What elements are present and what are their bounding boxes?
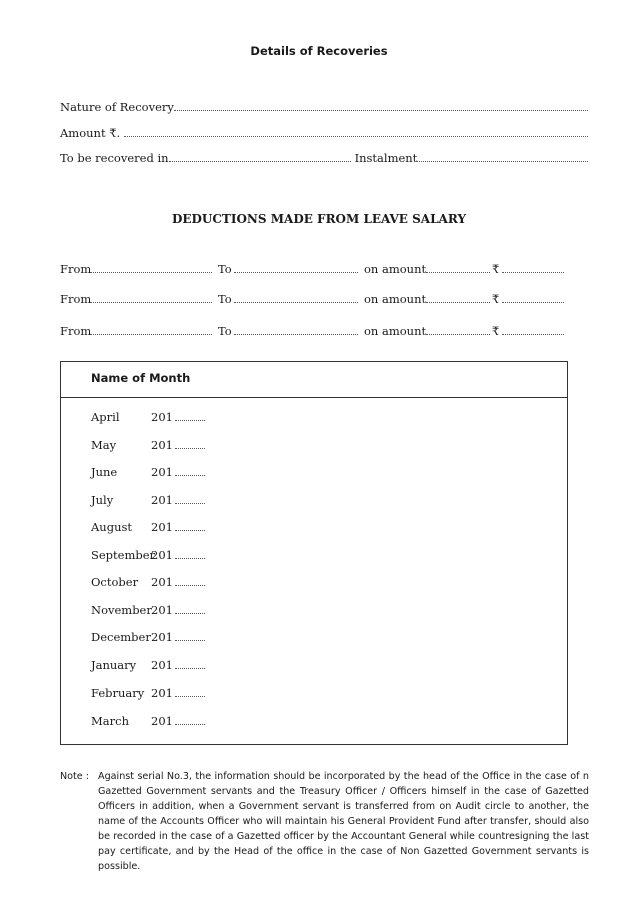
month-row [91,518,291,534]
note-text: Against serial No.3, the information should be incorporated by the head of the Office in the case of n Gazetted Government servants and the Treasury Officer / Officers himself in the case of Gazetted Officers in addition, when a Government servant is transferred from on Audit circle to another, the name of the Accounts Officer who will maintain his General Provident Fund after transfer, should also be recorded in the case of a Gazetted officer by the Accountant General while countresigning the last pay certificate, and by the Head of the office in the case of Non Gazetted Government servants is possible. [98,771,589,872]
recovered-in-field[interactable] [169,161,351,162]
amount-field[interactable] [426,272,490,273]
month-name: May [91,438,117,452]
month-name: September [91,548,156,562]
on-amount-label: on amount [364,262,427,276]
rupee-field[interactable] [502,272,564,273]
month-year: 201 [151,548,173,562]
month-year: 201 [151,686,173,700]
recovered-in-label: To be recovered in [60,151,169,165]
month-name: August [91,520,133,534]
year-field[interactable] [175,448,205,449]
month-year: 201 [151,658,173,672]
amount-label: Amount ₹. [60,126,121,140]
year-field[interactable] [175,420,205,421]
month-name: December [91,630,151,644]
year-field[interactable] [175,475,205,476]
month-year: 201 [151,575,173,589]
deduction-row [60,260,570,276]
month-row [91,712,291,728]
month-row [91,684,291,700]
recovered-in-row [60,151,588,165]
month-year: 201 [151,410,173,424]
amount-field[interactable] [426,302,490,303]
nature-of-recovery-row [60,100,588,114]
month-year: 201 [151,630,173,644]
rupee-icon: ₹ [492,324,500,338]
month-name: July [91,493,114,507]
month-year: 201 [151,714,173,728]
month-year: 201 [151,603,173,617]
month-name: October [91,575,139,589]
from-field[interactable] [90,334,212,335]
from-field[interactable] [90,272,212,273]
month-row [91,436,291,452]
to-field[interactable] [234,334,358,335]
month-row [91,573,291,589]
month-year: 201 [151,465,173,479]
month-year: 201 [151,493,173,507]
year-field[interactable] [175,668,205,669]
rupee-field[interactable] [502,334,564,335]
year-field[interactable] [175,724,205,725]
month-row [91,463,291,479]
year-field[interactable] [175,503,205,504]
amount-field[interactable] [426,334,490,335]
month-table [60,361,568,745]
month-row [91,546,291,562]
year-field[interactable] [175,585,205,586]
nature-of-recovery-label: Nature of Recovery [60,100,174,114]
amount-field[interactable] [124,136,588,137]
to-label: To [218,292,232,306]
deductions-heading: DEDUCTIONS MADE FROM LEAVE SALARY [171,212,467,226]
from-label: From [60,324,92,338]
to-label: To [218,262,232,276]
rupee-icon: ₹ [492,262,500,276]
month-name: February [91,686,145,700]
deduction-row [60,322,570,338]
month-row [91,408,291,424]
note-label: Note : [60,771,89,782]
month-name: June [91,465,118,479]
month-row [91,628,291,644]
month-year: 201 [151,438,173,452]
from-field[interactable] [90,302,212,303]
year-field[interactable] [175,530,205,531]
deduction-row [60,290,570,306]
nature-of-recovery-field[interactable] [174,110,588,111]
to-field[interactable] [234,302,358,303]
year-field[interactable] [175,613,205,614]
year-field[interactable] [175,558,205,559]
to-label: To [218,324,232,338]
month-year: 201 [151,520,173,534]
year-field[interactable] [175,696,205,697]
rupee-field[interactable] [502,302,564,303]
year-field[interactable] [175,640,205,641]
month-row [91,601,291,617]
from-label: From [60,262,92,276]
instalment-label: Instalment [354,151,418,165]
month-name: March [91,714,129,728]
month-row [91,491,291,507]
month-name: April [91,410,120,424]
on-amount-label: on amount [364,324,427,338]
from-label: From [60,292,92,306]
on-amount-label: on amount [364,292,427,306]
table-divider [61,397,567,398]
instalment-field[interactable] [417,161,588,162]
month-row [91,656,291,672]
table-header: Name of Month [91,371,191,385]
page-title: Details of Recoveries [250,44,388,58]
month-name: November [91,603,152,617]
to-field[interactable] [234,272,358,273]
amount-row [60,126,588,140]
rupee-icon: ₹ [492,292,500,306]
month-name: January [91,658,137,672]
